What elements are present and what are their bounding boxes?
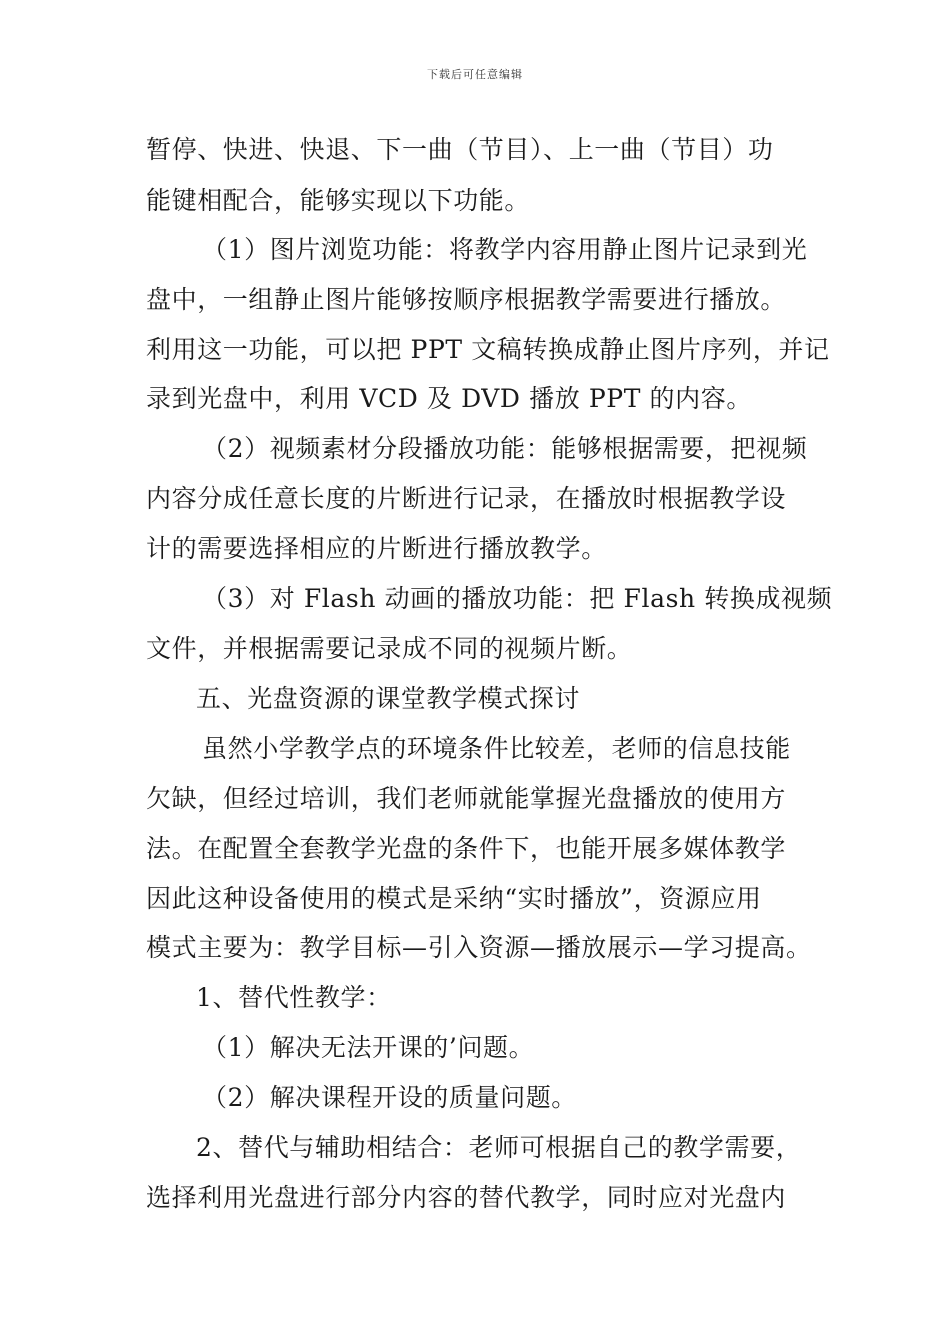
text-line: （2）解决课程开设的质量问题。 [202,1083,577,1112]
text-line: 因此这种设备使用的模式是采纳“实时播放”，资源应用 [146,884,762,913]
text-line: 暂停、快进、快退、下一曲（节目）、上一曲（节目）功 [146,135,774,164]
text-line: 选择利用光盘进行部分内容的替代教学，同时应对光盘内 [146,1183,787,1212]
text-line: 模式主要为：教学目标—引入资源—播放展示—学习提高。 [146,933,812,962]
text-line: （1）解决无法开课的’问题。 [202,1033,535,1062]
text-line: 虽然小学教学点的环境条件比较差，老师的信息技能 [202,734,791,763]
subheading: 2、替代与辅助相结合：老师可根据自己的教学需要， [196,1133,802,1162]
page-header-note: 下载后可任意编辑 [427,68,523,81]
text-line: （3）对 Flash 动画的播放功能：把 Flash 转换成视频 [202,584,833,613]
text-line: （1）图片浏览功能：将教学内容用静止图片记录到光 [202,235,808,264]
text-line: 内容分成任意长度的片断进行记录，在播放时根据教学设 [146,484,787,513]
text-line: 利用这一功能，可以把 PPT 文稿转换成静止图片序列，并记 [146,335,830,364]
text-line: 盘中，一组静止图片能够按顺序根据教学需要进行播放。 [146,285,787,314]
subheading: 1、替代性教学： [196,983,392,1012]
text-line: 计的需要选择相应的片断进行播放教学。 [146,534,607,563]
text-line: （2）视频素材分段播放功能：能够根据需要，把视频 [202,434,808,463]
text-line: 能键相配合，能够实现以下功能。 [146,186,531,215]
text-line: 欠缺，但经过培训，我们老师就能掌握光盘播放的使用方 [146,784,787,813]
text-line: 录到光盘中，利用 VCD 及 DVD 播放 PPT 的内容。 [146,384,752,413]
text-line: 法。在配置全套教学光盘的条件下，也能开展多媒体教学 [146,834,787,863]
text-line: 文件，并根据需要记录成不同的视频片断。 [146,634,633,663]
section-heading: 五、光盘资源的课堂教学模式探讨 [196,684,581,713]
